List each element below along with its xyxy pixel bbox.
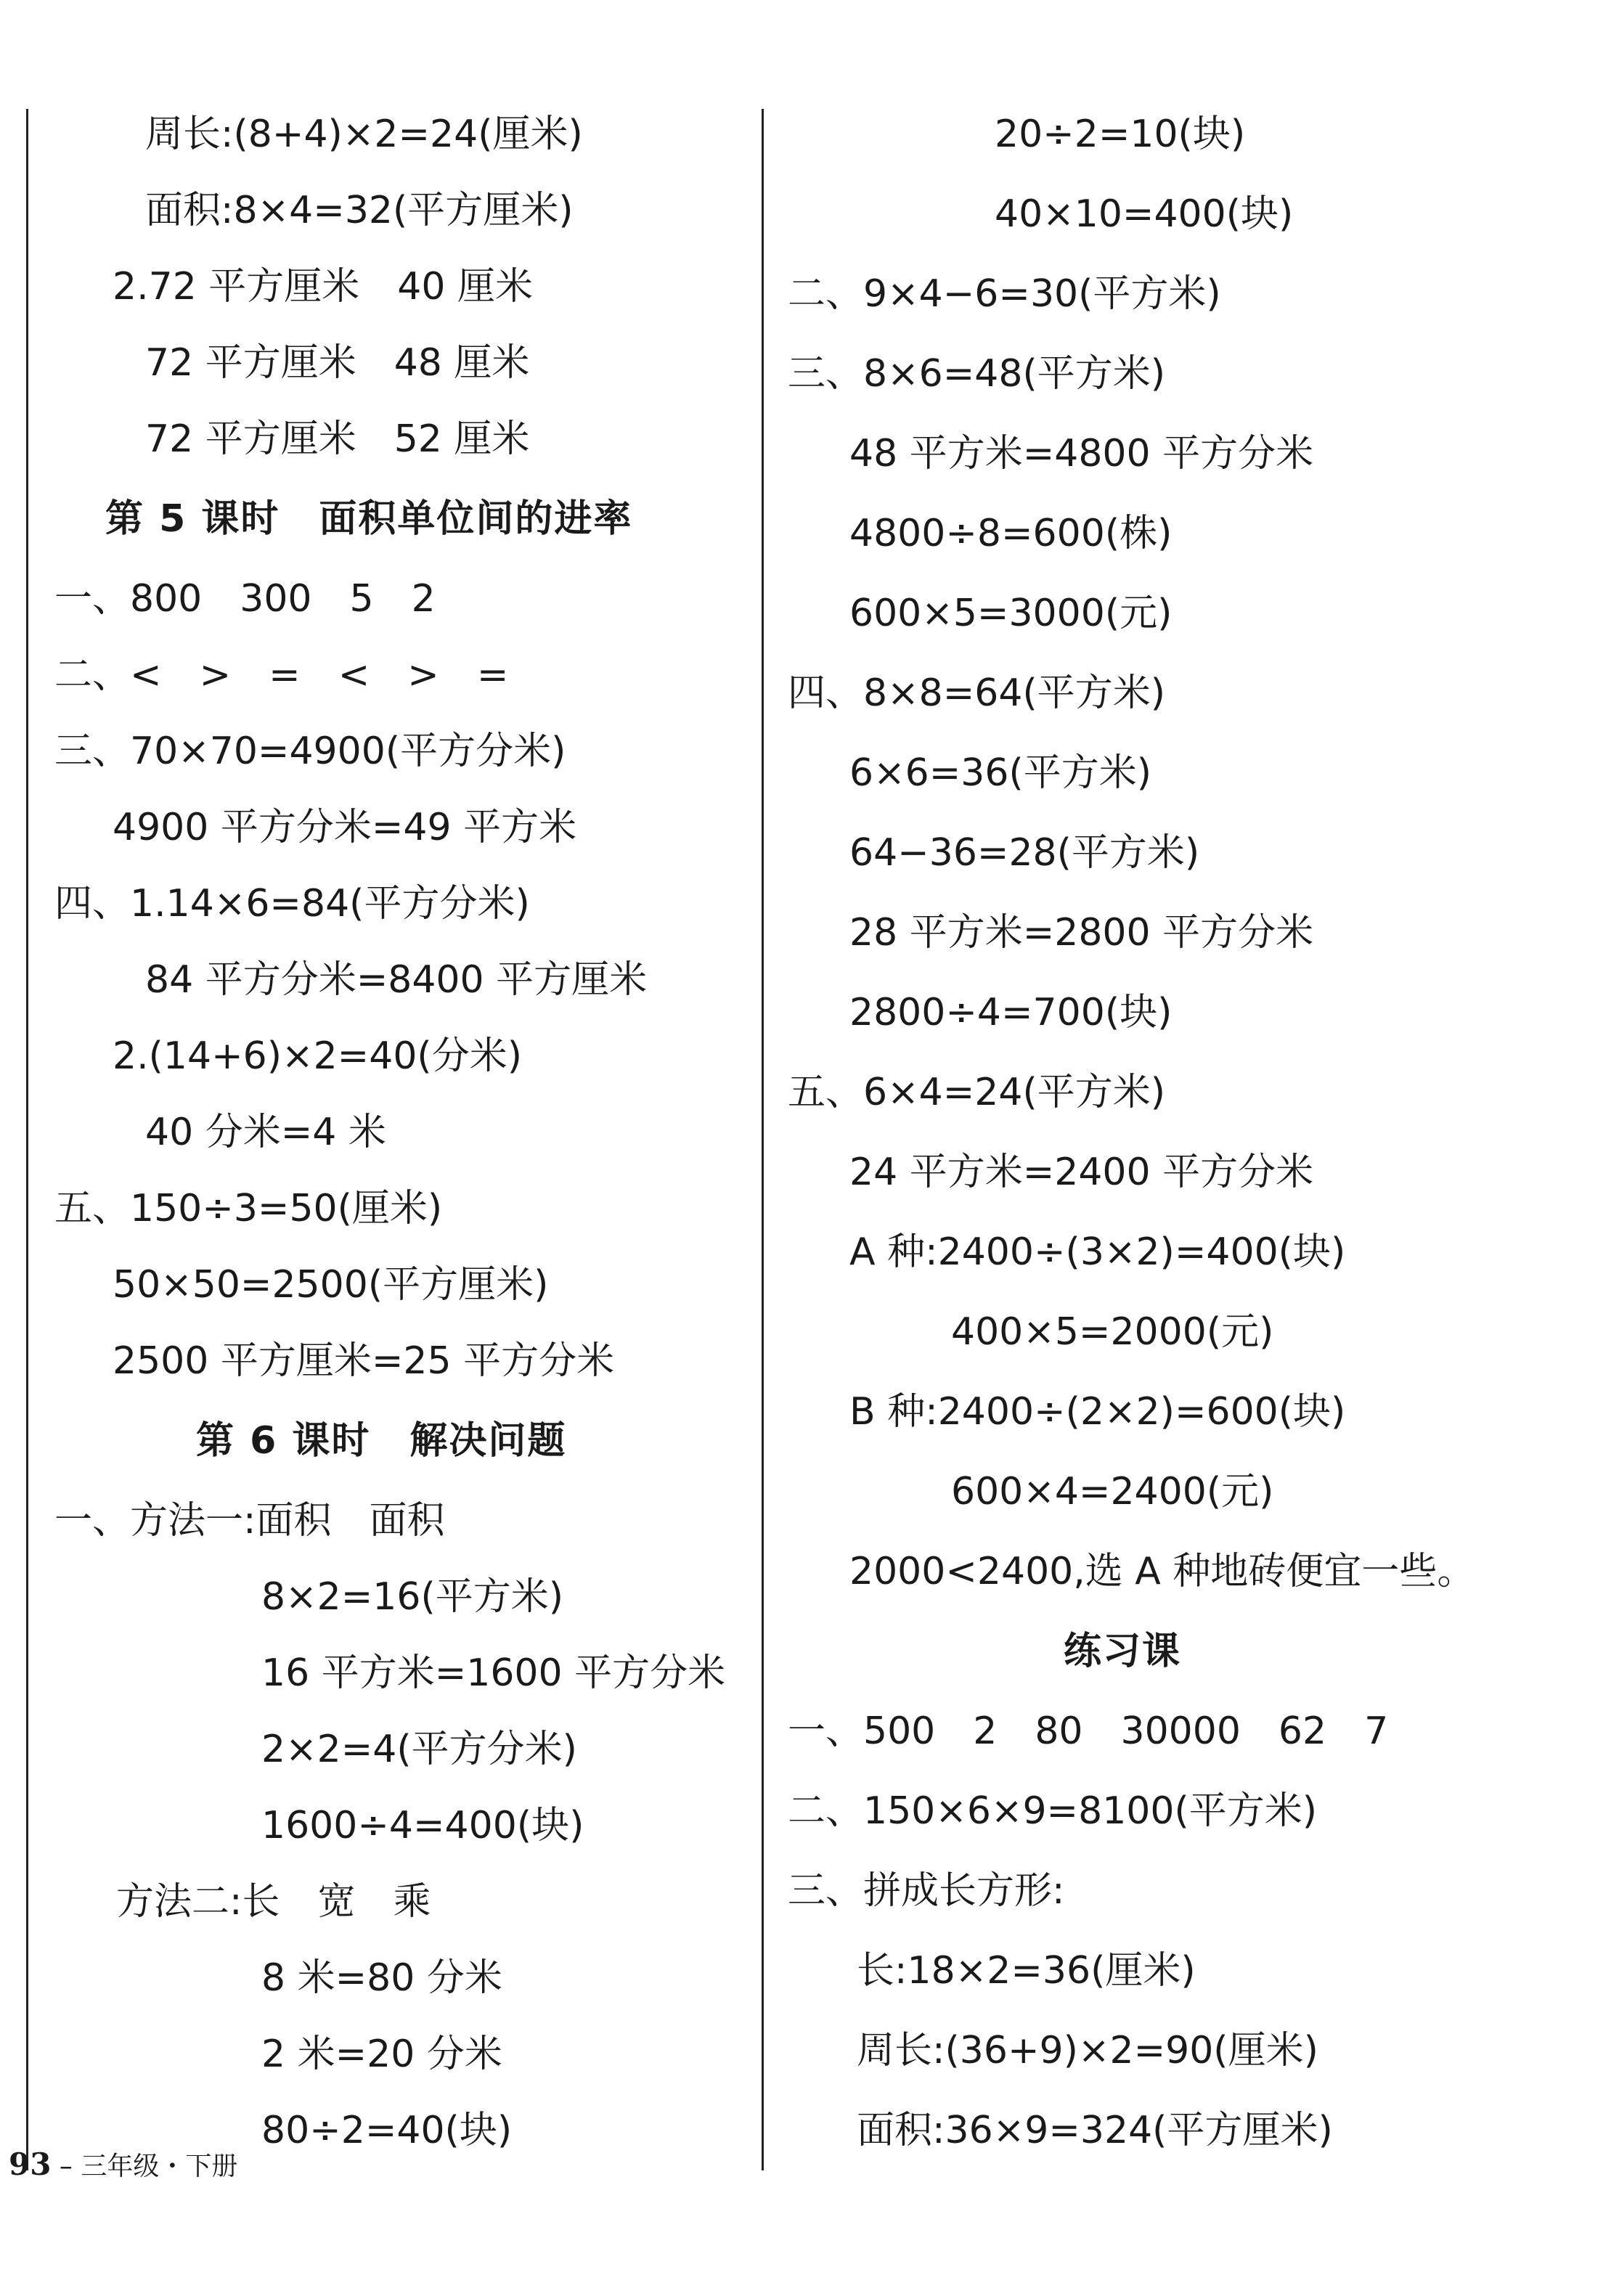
answer-line: 五、150÷3=50(厘米) xyxy=(54,1187,443,1230)
answer-line: 600×5=3000(元) xyxy=(849,592,1173,635)
answer-line: 48 平方米=4800 平方分米 xyxy=(849,432,1314,475)
answer-line: 一、方法一:面积 面积 xyxy=(54,1499,445,1543)
answer-line: 80÷2=40(块) xyxy=(261,2109,513,2152)
answer-line: 40 分米=4 米 xyxy=(145,1111,386,1154)
answer-line: 二、< > = < > = xyxy=(54,653,509,697)
answer-line: 三、拼成长方形: xyxy=(788,1869,1065,1913)
answer-line: 长:18×2=36(厘米) xyxy=(857,1949,1196,1993)
answer-line: 五、6×4=24(平方米) xyxy=(788,1071,1166,1114)
answer-line: 4900 平方分米=49 平方米 xyxy=(113,806,577,849)
answer-line: A 种:2400÷(3×2)=400(块) xyxy=(849,1230,1346,1274)
answer-line: 600×4=2400(元) xyxy=(951,1470,1274,1513)
answer-line: 24 平方米=2400 平方分米 xyxy=(849,1151,1314,1194)
answer-line: 20÷2=10(块) xyxy=(995,113,1246,156)
answer-line: 8 米=80 分米 xyxy=(261,1956,502,2000)
answer-line: 400×5=2000(元) xyxy=(951,1310,1274,1354)
answer-line: 四、8×8=64(平方米) xyxy=(788,671,1166,715)
page-number: 93 xyxy=(9,2146,52,2182)
answer-line: 一、800 300 5 2 xyxy=(54,577,436,621)
left-margin-rule xyxy=(26,109,28,2170)
answer-line: 2 米=20 分米 xyxy=(261,2033,502,2076)
page-footer xyxy=(9,2143,237,2186)
answer-line: 72 平方厘米 48 厘米 xyxy=(145,341,530,385)
answer-line: 2.72 平方厘米 40 厘米 xyxy=(113,265,534,309)
answer-line: 8×2=16(平方米) xyxy=(261,1575,564,1619)
answer-line: 一、500 2 80 30000 62 7 xyxy=(788,1709,1389,1753)
answer-line: 72 平方厘米 52 厘米 xyxy=(145,417,530,461)
answer-line: 2500 平方厘米=25 平方分米 xyxy=(113,1339,615,1383)
answer-line: 4800÷8=600(株) xyxy=(849,512,1173,555)
answer-line: 面积:8×4=32(平方厘米) xyxy=(145,189,574,232)
answer-line: 16 平方米=1600 平方分米 xyxy=(261,1651,726,1695)
answer-line: 40×10=400(块) xyxy=(995,192,1294,236)
answer-line: 50×50=2500(平方厘米) xyxy=(113,1263,549,1307)
answer-line: B 种:2400÷(2×2)=600(块) xyxy=(849,1390,1346,1434)
answer-line: 方法二:长 宽 乘 xyxy=(116,1880,431,1924)
answer-line: 2800÷4=700(块) xyxy=(849,991,1173,1034)
answer-line: 二、9×4−6=30(平方米) xyxy=(788,272,1221,316)
answer-line: 6×6=36(平方米) xyxy=(849,751,1152,795)
answer-line: 2.(14+6)×2=40(分米) xyxy=(113,1034,522,1078)
answer-line: 面积:36×9=324(平方厘米) xyxy=(857,2109,1333,2152)
footer-dash: – xyxy=(59,2152,73,2181)
answer-line: 周长:(36+9)×2=90(厘米) xyxy=(857,2029,1318,2072)
answer-line: 2000<2400,选 A 种地砖便宜一些。 xyxy=(849,1550,1475,1593)
answer-line: 周长:(8+4)×2=24(厘米) xyxy=(145,113,583,156)
answer-line: 四、1.14×6=84(平方分米) xyxy=(54,882,530,926)
answer-line: 84 平方分米=8400 平方厘米 xyxy=(145,958,648,1002)
grade-label: 三年级・下册 xyxy=(81,2152,238,2181)
answer-line: 三、70×70=4900(平方分米) xyxy=(54,730,566,773)
answer-line: 28 平方米=2800 平方分米 xyxy=(849,911,1314,955)
answer-line: 64−36=28(平方米) xyxy=(849,831,1200,875)
section-heading: 第 6 课时 解决问题 xyxy=(196,1419,567,1463)
answer-line: 二、150×6×9=8100(平方米) xyxy=(788,1789,1318,1833)
answer-line: 三、8×6=48(平方米) xyxy=(788,352,1166,396)
section-heading: 练习课 xyxy=(1064,1630,1182,1673)
answer-line: 2×2=4(平方分米) xyxy=(261,1728,577,1771)
answer-line: 1600÷4=400(块) xyxy=(261,1804,584,1847)
section-heading: 第 5 课时 面积单位间的进率 xyxy=(105,497,633,541)
column-divider xyxy=(762,109,764,2170)
